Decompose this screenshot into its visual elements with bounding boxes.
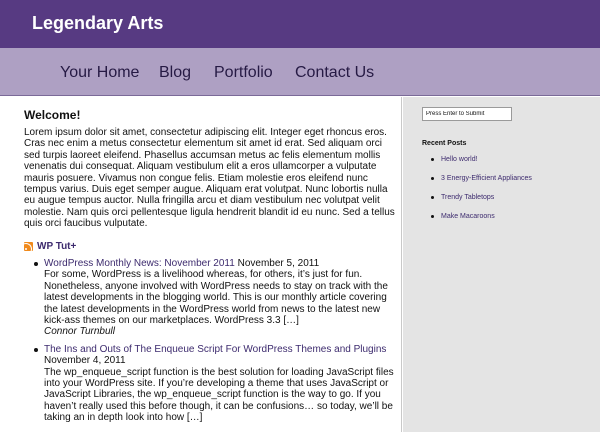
feed-entry	[44, 344, 394, 424]
welcome-text: Lorem ipsum dolor sit amet, consectetur adipiscing elit. Integer eget rhoncus eros. Cras nec enim a metus consectetur elementum sit amet id erat. Sed aliquam orci sed turpis laoreet eleifend. Phasellus accumsan metus ac felis elementum mollis venenatis dui consequat. Aliquam vestibulum elit a eros ullamcorper a vulputate mauris posuere. Vivamus non congue felis. Etiam molestie eros eleifend nunc tempus varius. Duis eget semper augue. Aliquam erat volutpat. Nunc lobortis nulla eu augue tempus auctor. Nulla fringilla arcu et diam vestibulum nec volutpat velit molestie. Nam quis orci pellentesque ligula hendrerit blandit id eu nunc. Sed a tellus quis orci faucibus vulputate.	[24, 127, 395, 230]
recent-post-item	[441, 156, 532, 175]
recent-post-item	[441, 194, 532, 213]
rss-icon[interactable]	[24, 242, 33, 251]
recent-post-item	[441, 175, 532, 194]
main-content	[0, 97, 402, 432]
feed-entry-excerpt: For some, WordPress is a livelihood whereas, for others, it’s just for fun. Nonetheless, anyone involved with WordPress needs to stay on track with the latest developments in the blogging world. This is our monthly article covering the latest developments in the WordPress world from news to the latest new kick-ass themes on our marketplaces. WordPress 3.3 […]	[44, 269, 388, 327]
sidebar	[403, 97, 600, 432]
nav-item-contact-us[interactable]: Contact Us	[295, 64, 375, 81]
feed-list	[44, 258, 394, 430]
site-title[interactable]: Legendary Arts	[32, 13, 164, 33]
bullet-icon	[34, 262, 38, 266]
feed-heading	[24, 240, 76, 252]
feed-entry-title-link[interactable]: The Ins and Outs of The Enqueue Script For WordPress Themes and Plugins	[44, 343, 387, 355]
feed-entry-title-link[interactable]: WordPress Monthly News: November 2011	[44, 258, 235, 269]
nav-item-your-home[interactable]: Your Home	[60, 64, 140, 81]
bullet-icon	[34, 348, 38, 352]
recent-posts-list	[441, 156, 532, 232]
welcome-heading: Welcome!	[24, 108, 81, 122]
bullet-icon	[431, 158, 434, 161]
site-header	[0, 0, 600, 48]
feed-entry-date: November 5, 2011	[237, 258, 320, 269]
recent-post-link[interactable]: Trendy Tabletops	[441, 194, 495, 201]
recent-post-link[interactable]: Hello world!	[441, 156, 478, 163]
search-input[interactable]	[422, 107, 512, 121]
feed-entry-date: November 4, 2011	[44, 355, 126, 367]
bullet-icon	[431, 215, 434, 218]
feed-entry-excerpt: The wp_enqueue_script function is the best solution for loading JavaScript files into your WordPress site. If you’re developing a theme that uses JavaScript or JavaScript Libraries, the wp_enqueue_script function is the way to go. If you haven’t really used this before though, it can be confusions… so today, we’ll be taking an in depth look into how […]	[44, 366, 394, 424]
recent-posts-heading: Recent Posts	[422, 140, 467, 147]
bullet-icon	[431, 196, 434, 199]
recent-post-item	[441, 213, 532, 232]
main-nav	[0, 48, 600, 96]
nav-item-blog[interactable]: Blog	[159, 64, 192, 81]
nav-item-portfolio[interactable]: Portfolio	[214, 64, 273, 81]
feed-entry	[44, 258, 394, 338]
feed-entry-author: Connor Turnbull	[44, 326, 115, 338]
bullet-icon	[431, 177, 434, 180]
feed-title-link[interactable]: WP Tut+	[37, 240, 77, 252]
recent-post-link[interactable]: Make Macaroons	[441, 213, 495, 220]
recent-post-link[interactable]: 3 Energy-Efficient Appliances	[441, 175, 532, 182]
